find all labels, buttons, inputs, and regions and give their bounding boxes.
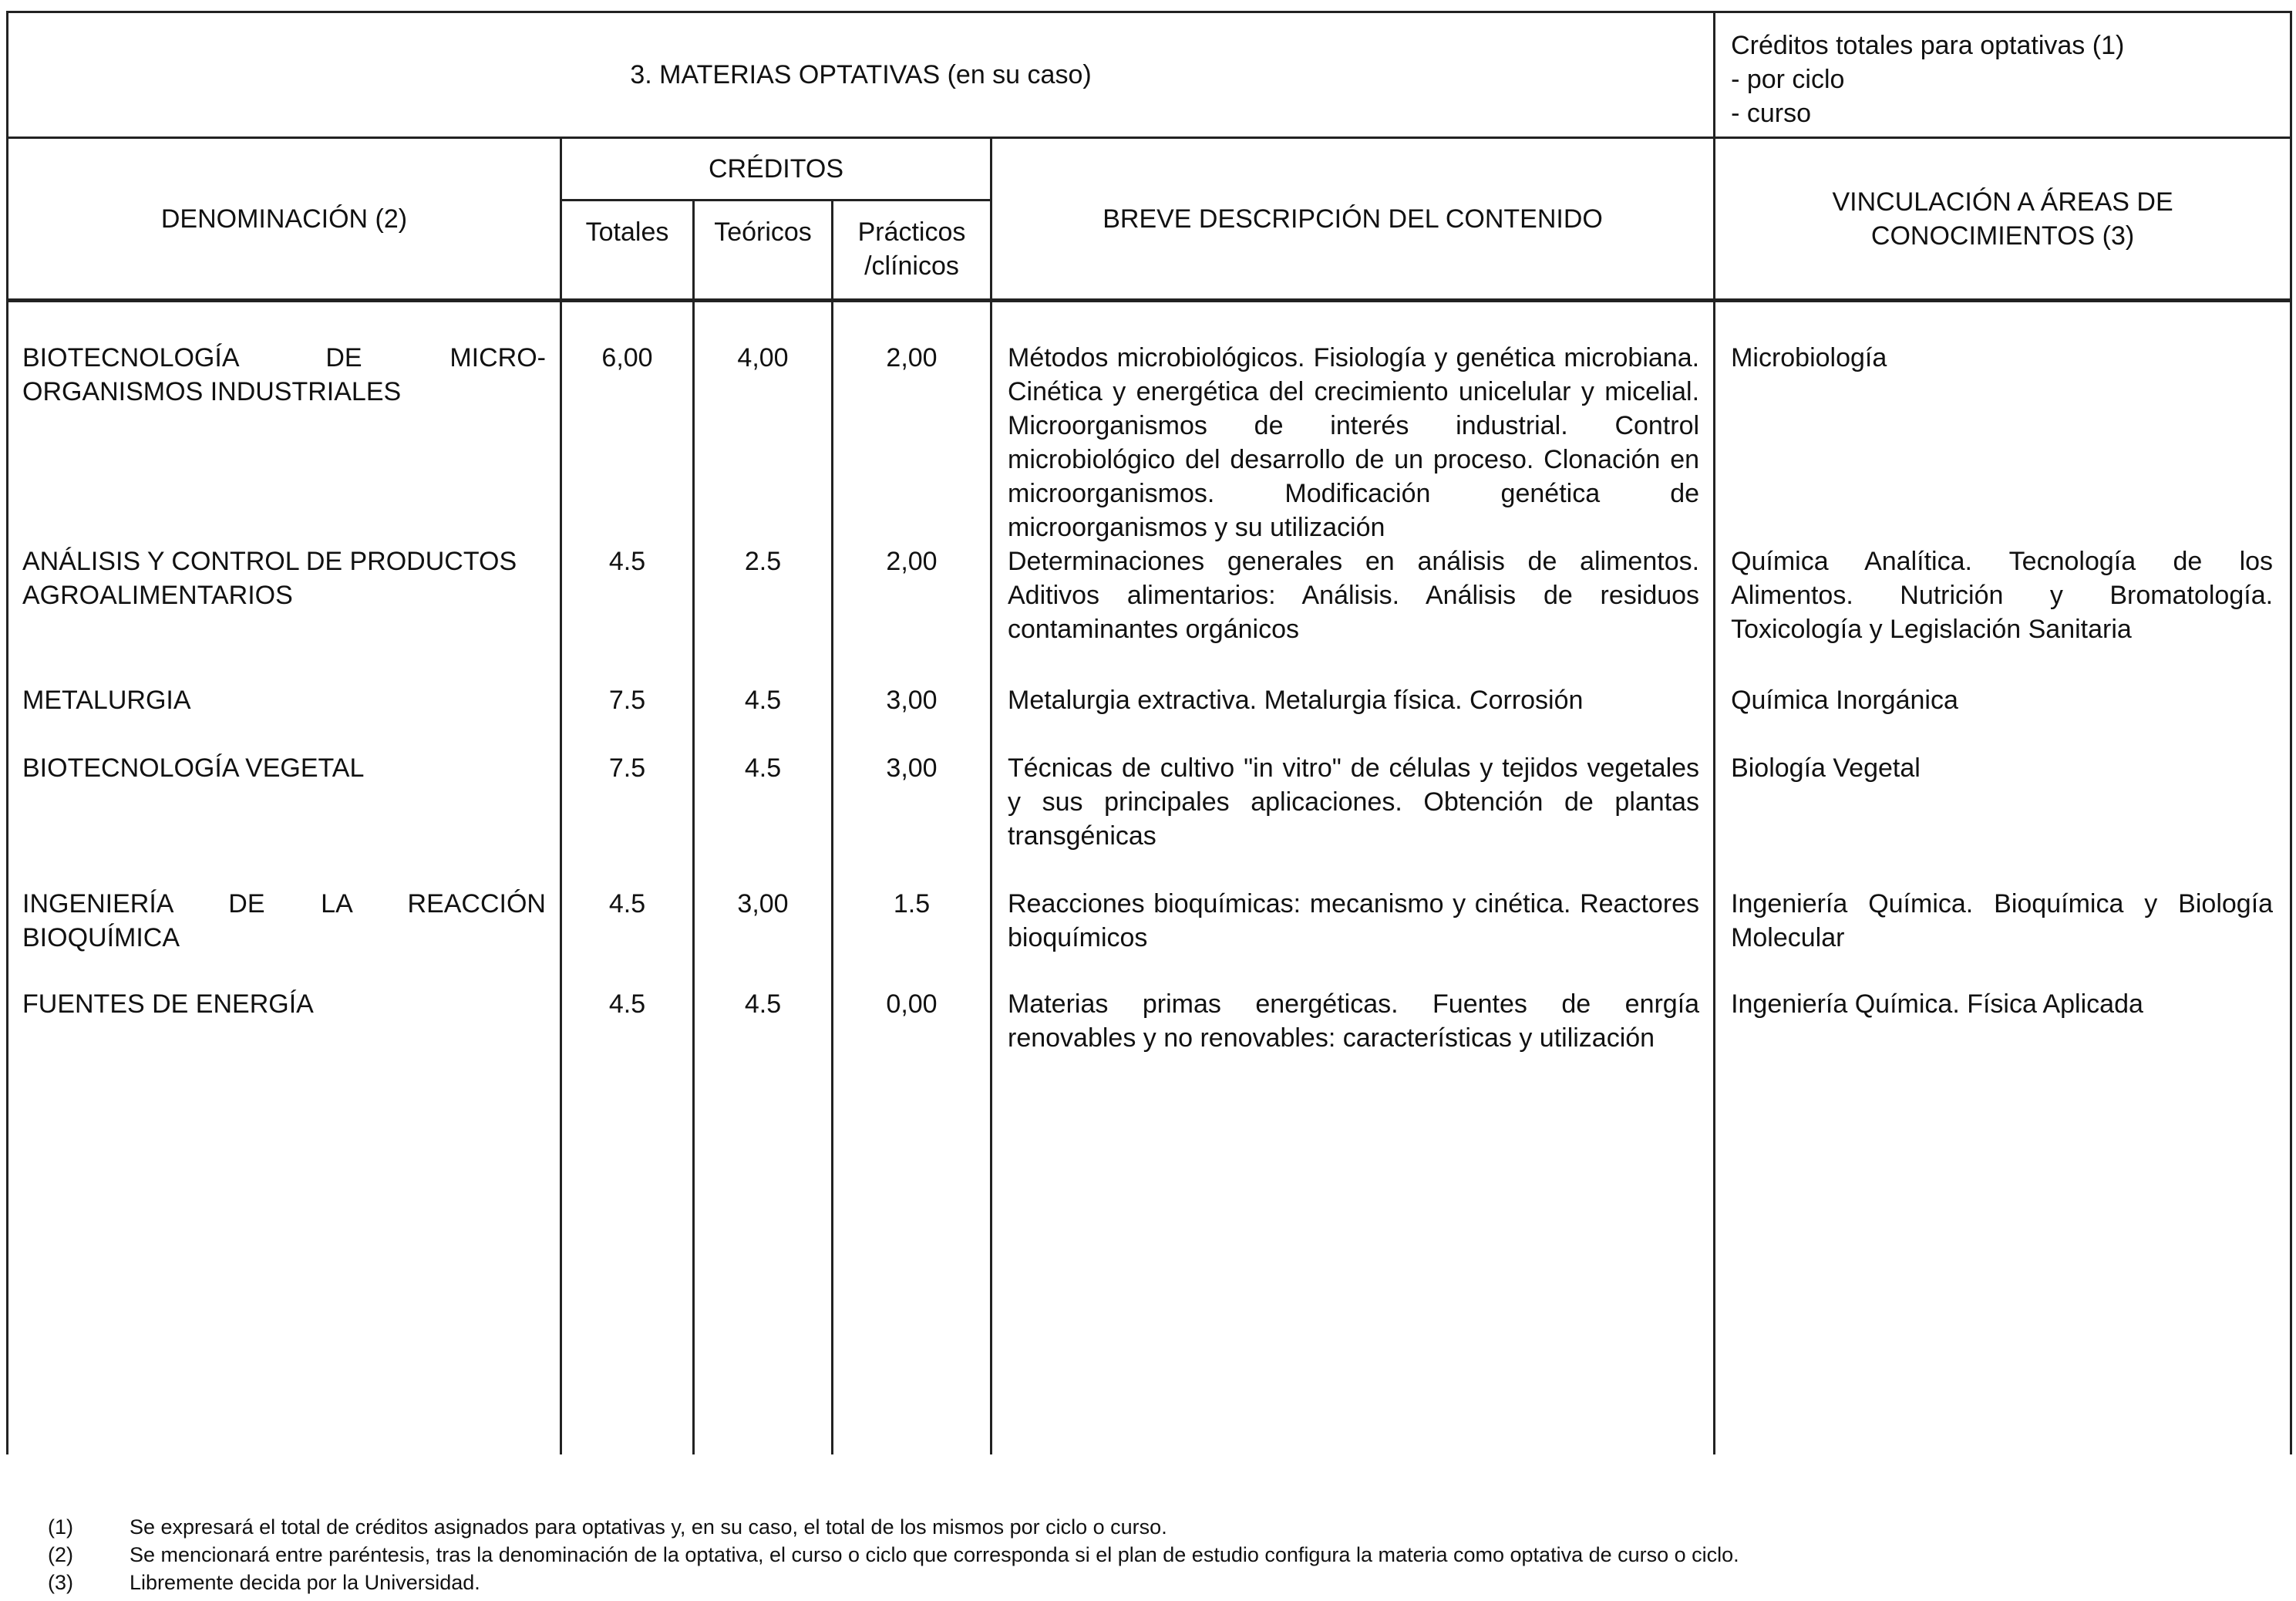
row-name: [8, 751, 561, 887]
header-creditos: CRÉDITOS: [561, 138, 991, 201]
totals-label: Créditos totales para optativas (1): [1731, 31, 2125, 60]
footnote-text: Se expresará el total de créditos asignados para optativas y, en su caso, el total de los mismos por ciclo o curso.: [130, 1515, 1167, 1539]
row-totales: 4.5: [561, 987, 694, 1454]
row-practicos: 3,00: [833, 751, 991, 887]
row-name-line1: METALURGIA: [22, 686, 191, 715]
footnote-number: (2): [48, 1543, 73, 1566]
header-vinculacion-line2: CONOCIMIENTOS (3): [1870, 221, 2135, 251]
row-totales: 4.5: [561, 887, 694, 987]
row-name-line1: BIOTECNOLOGÍA DE MICRO-: [22, 343, 546, 372]
row-name-line2: BIOQUÍMICA: [22, 923, 180, 952]
row-practicos: 2,00: [833, 544, 991, 683]
row-area: Biología Vegetal: [1715, 751, 2291, 887]
row-teoricos: 4.5: [694, 683, 833, 751]
row-practicos: 0,00: [833, 987, 991, 1454]
row-descripcion: Materias primas energéticas. Fuentes de enrgía renovables y no renovables: características y utilización: [991, 987, 1715, 1454]
footnote-1: [48, 1513, 1739, 1541]
row-name-line1: FUENTES DE ENERGÍA: [22, 989, 314, 1019]
table-row: [8, 544, 2291, 683]
row-practicos: 3,00: [833, 683, 991, 751]
row-name-line1: ANÁLISIS Y CONTROL DE PRODUCTOS: [22, 547, 517, 576]
row-name: [8, 887, 561, 987]
header-vinculacion: [1715, 138, 2291, 301]
row-practicos: 2,00: [833, 301, 991, 545]
row-name-line2: AGROALIMENTARIOS: [22, 581, 293, 610]
row-name-line1: INGENIERÍA DE LA REACCIÓN: [22, 889, 546, 918]
row-area: Química Analítica. Tecnología de los Alimentos. Nutrición y Bromatología. Toxicología y Legislación Sanitaria: [1715, 544, 2291, 683]
row-teoricos: 4.5: [694, 751, 833, 887]
row-teoricos: 4.5: [694, 987, 833, 1454]
row-area: Ingeniería Química. Bioquímica y Biología Molecular: [1715, 887, 2291, 987]
row-name-line2: ORGANISMOS INDUSTRIALES: [22, 377, 402, 406]
row-area: Ingeniería Química. Física Aplicada: [1715, 987, 2291, 1454]
row-area: Microbiología: [1715, 301, 2291, 545]
header-practicos: [833, 201, 991, 301]
footnotes: [48, 1513, 1739, 1596]
row-descripcion: Métodos microbiológicos. Fisiología y genética microbiana. Cinética y energética del crecimiento unicelular y micelial. Microorganismos de interés industrial. Control microbiológico del desarrollo de un proceso. Clonación en microorganismos. Modificación genética de microorganismos y su utilización: [991, 301, 1715, 545]
totals-item-curso: - curso: [1731, 99, 1811, 128]
footnote-text: Se mencionará entre paréntesis, tras la denominación de la optativa, el curso o ciclo que corresponda si el plan de estudio configura la materia como optativa de curso o ciclo.: [130, 1543, 1739, 1566]
row-totales: 7.5: [561, 683, 694, 751]
totals-item-ciclo: - por ciclo: [1731, 65, 1845, 94]
row-descripcion: Reacciones bioquímicas: mecanismo y cinética. Reactores bioquímicos: [991, 887, 1715, 987]
header-practicos-line1: Prácticos: [857, 217, 966, 247]
footnote-2: [48, 1541, 1739, 1569]
row-descripcion: Técnicas de cultivo "in vitro" de células y tejidos vegetales y sus principales aplicaciones. Obtención de plantas transgénicas: [991, 751, 1715, 887]
table-row: [8, 987, 2291, 1454]
row-name-line1: BIOTECNOLOGÍA VEGETAL: [22, 753, 365, 783]
footnote-number: (3): [48, 1571, 73, 1594]
header-teoricos: Teóricos: [694, 201, 833, 301]
header-descripcion: BREVE DESCRIPCIÓN DEL CONTENIDO: [991, 138, 1715, 301]
row-name: [8, 683, 561, 751]
header-practicos-line2: /clínicos: [864, 251, 959, 281]
row-teoricos: 2.5: [694, 544, 833, 683]
table-row: [8, 301, 2291, 545]
totals-box: [1715, 12, 2291, 138]
header-vinculacion-line1: VINCULACIÓN A ÁREAS DE: [1832, 187, 2173, 217]
row-name: [8, 987, 561, 1454]
row-name: [8, 301, 561, 545]
row-name: [8, 544, 561, 683]
row-practicos: 1.5: [833, 887, 991, 987]
row-descripcion: Metalurgia extractiva. Metalurgia física. Corrosión: [991, 683, 1715, 751]
header-totales: Totales: [561, 201, 694, 301]
row-teoricos: 4,00: [694, 301, 833, 545]
footnote-text: Libremente decida por la Universidad.: [130, 1571, 480, 1594]
footnote-number: (1): [48, 1515, 73, 1539]
row-totales: 4.5: [561, 544, 694, 683]
table-row: [8, 751, 2291, 887]
section-title: 3. MATERIAS OPTATIVAS (en su caso): [8, 12, 1715, 138]
table-row: [8, 887, 2291, 987]
row-area: Química Inorgánica: [1715, 683, 2291, 751]
optativas-table: [6, 11, 2292, 1454]
row-descripcion: Determinaciones generales en análisis de alimentos. Aditivos alimentarios: Análisis. Análisis de residuos contaminantes orgánicos: [991, 544, 1715, 683]
table-row: [8, 683, 2291, 751]
row-totales: 6,00: [561, 301, 694, 545]
header-denominacion: DENOMINACIÓN (2): [8, 138, 561, 301]
row-totales: 7.5: [561, 751, 694, 887]
footnote-3: [48, 1569, 1739, 1596]
row-teoricos: 3,00: [694, 887, 833, 987]
